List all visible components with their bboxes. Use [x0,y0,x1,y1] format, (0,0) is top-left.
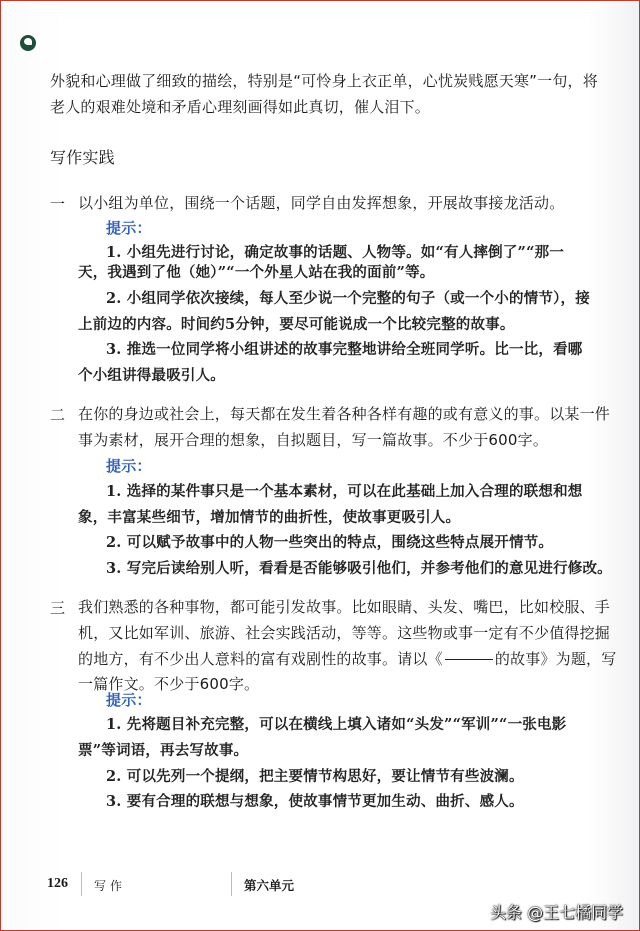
item-number-2: 二 [50,406,66,424]
item-1-line-1: 以小组为单位，围绕一个话题，同学自由发挥想象，开展故事接龙活动。 [78,194,565,212]
item-3-line-4: 一篇作文。不少于600字。 [78,675,260,693]
item-2-line-1: 在你的身边或社会上，每天都在发生着各种各样有趣的或有意义的事。以某一件 [78,405,611,423]
item-number-3: 三 [50,599,66,617]
item-2-hint: 3. 写完后读给别人听，看看是否能够吸引他们，并参考他们的意见进行修改。 [106,560,612,577]
item-2-line-2: 事为素材，展开合理的想象，自拟题目，写一篇故事。不少于600字。 [78,431,549,449]
item-3-hint: 票”等词语，再去写故事。 [78,742,249,759]
footer-divider [231,872,232,896]
item-2-hint: 2. 可以赋予故事中的人物一些突出的特点，围绕这些特点展开情节。 [106,534,554,551]
item-1-hint: 1. 小组先进行讨论，确定故事的话题、人物等。如“有人摔倒了”“那一 [106,244,565,261]
intro-line-1: 外貌和心理做了细致的描绘，特别是“可怜身上衣正单，心忧炭贱愿天寒”一句，将 [50,72,598,90]
item-1-hint: 3. 推选一位同学将小组讲述的故事完整地讲给全班同学听。比一比，看哪 [106,341,583,358]
item-2-hint: 1. 选择的某件事只是一个基本素材，可以在此基础上加入合理的联想和想 [106,483,583,500]
item-3-hint: 3. 要有合理的联想与想象，使故事情节更加生动、曲折、感人。 [106,793,524,810]
item-1-hint: 天，我遇到了他（她）”“一个外星人站在我的面前”等。 [78,264,435,281]
watermark: 头条 @王七橘同学 [490,903,624,922]
tip-label-3: 提示： [106,691,152,709]
title-blank [445,659,493,660]
footer-divider [81,872,82,896]
footer-unit-label: 第六单元 [244,878,295,893]
unit-badge-icon [20,35,36,51]
item-number-1: 一 [50,195,66,213]
item-3-hint: 2. 可以先列一个提纲，把主要情节构思好，要让情节有些波澜。 [106,768,524,785]
item-3-line-1: 我们熟悉的各种事物，都可能引发故事。比如眼睛、头发、嘴巴，比如校服、手 [78,598,611,616]
item-1-hint: 2. 小组同学依次接续，每人至少说一个完整的句子（或一个小的情节），接 [106,290,590,307]
intro-line-2: 老人的艰难处境和矛盾心理刻画得如此真切，催人泪下。 [50,98,431,116]
tip-label-1: 提示： [106,219,152,237]
item-3-line-3-before: 的地方，有不少出人意料的富有戏剧性的故事。请以《 [78,650,443,668]
item-3-line-3 [78,649,616,669]
section-title: 写作实践 [50,148,115,167]
item-2-hint: 象，丰富某些细节，增加情节的曲折性，使故事更吸引人。 [78,509,461,526]
item-3-line-2: 机，又比如军训、旅游、社会实践活动，等等。这些物或事一定有不少值得挖掘 [78,624,611,642]
item-3-line-3-after: 的故事》为题，写 [494,650,617,668]
page-number: 126 [47,876,68,891]
item-1-hint: 个小组讲得最吸引人。 [78,367,225,384]
tip-label-2: 提示： [106,457,152,475]
footer-section-label: 写作 [94,879,127,893]
item-3-hint: 1. 先将题目补充完整，可以在横线上填入诸如“头发”“军训”“一张电影 [106,716,567,733]
item-1-hint: 上前边的内容。时间约5分钟，要尽可能说成一个比较完整的故事。 [78,316,515,333]
